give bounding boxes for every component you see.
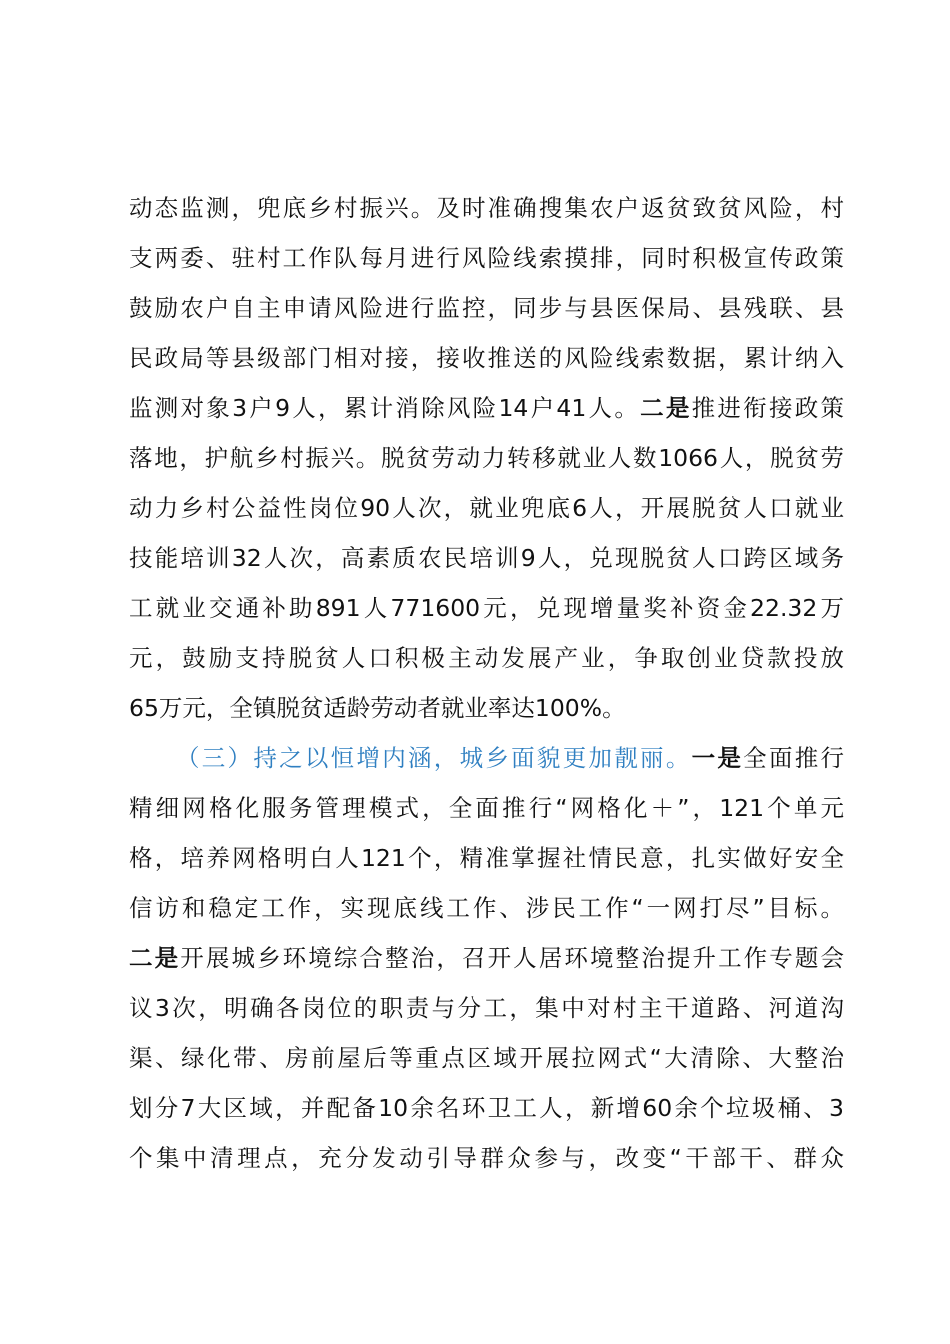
text-line: 工就业交通补助891人771600元，兑现增量奖补资金22.32万 bbox=[129, 594, 844, 622]
text-segment: 全面推行 bbox=[743, 744, 845, 772]
text-line: 鼓励农户自主申请风险进行监控，同步与县医保局、县残联、县 bbox=[129, 294, 844, 322]
text-line: 格，培养网格明白人121个，精准掌握社情民意，扎实做好安全 bbox=[129, 844, 844, 872]
section-heading: （三）持之以恒增内涵，城乡面貌更加靓丽。 bbox=[176, 744, 692, 772]
text-line: 动态监测，兜底乡村振兴。及时准确搜集农户返贫致贫风险，村 bbox=[129, 194, 844, 222]
body-text bbox=[129, 183, 844, 1183]
text-line: 精细网格化服务管理模式，全面推行“网格化＋”，121个单元 bbox=[129, 794, 844, 822]
emphasis-label: 一是 bbox=[691, 744, 744, 772]
section-heading-line bbox=[129, 733, 844, 783]
text-line: 落地，护航乡村振兴。脱贫劳动力转移就业人数1066人，脱贫劳 bbox=[129, 444, 844, 472]
text-line: 动力乡村公益性岗位90人次，就业兜底6人，开展脱贫人口就业 bbox=[129, 494, 844, 522]
text-line: 民政局等县级部门相对接，接收推送的风险线索数据，累计纳入 bbox=[129, 344, 844, 372]
text-line: 渠、绿化带、房前屋后等重点区域开展拉网式“大清除、大整治 bbox=[129, 1044, 844, 1072]
text-line: 65万元，全镇脱贫适龄劳动者就业率达100%。 bbox=[129, 694, 626, 722]
text-segment: 推进衔接政策 bbox=[691, 394, 845, 422]
text-line: 技能培训32人次，高素质农民培训9人，兑现脱贫人口跨区域务 bbox=[129, 544, 844, 572]
text-segment: 监测对象3户9人，累计消除风险14户41人。 bbox=[129, 394, 641, 422]
text-line bbox=[129, 383, 844, 433]
text-line bbox=[129, 933, 844, 983]
emphasis-label: 二是 bbox=[129, 944, 181, 972]
text-line: 个集中清理点，充分发动引导群众参与，改变“干部干、群众 bbox=[129, 1144, 844, 1172]
text-line: 划分7大区域，并配备10余名环卫工人，新增60余个垃圾桶、3 bbox=[129, 1094, 844, 1122]
emphasis-label: 二是 bbox=[640, 394, 692, 422]
text-line: 信访和稳定工作，实现底线工作、涉民工作“一网打尽”目标。 bbox=[129, 894, 844, 922]
text-segment: 开展城乡环境综合整治，召开人居环境整治提升工作专题会 bbox=[180, 944, 845, 972]
text-line: 元，鼓励支持脱贫人口积极主动发展产业，争取创业贷款投放 bbox=[129, 644, 844, 672]
text-line: 议3次，明确各岗位的职责与分工，集中对村主干道路、河道沟 bbox=[129, 994, 844, 1022]
text-line: 支两委、驻村工作队每月进行风险线索摸排，同时积极宣传政策 bbox=[129, 244, 844, 272]
